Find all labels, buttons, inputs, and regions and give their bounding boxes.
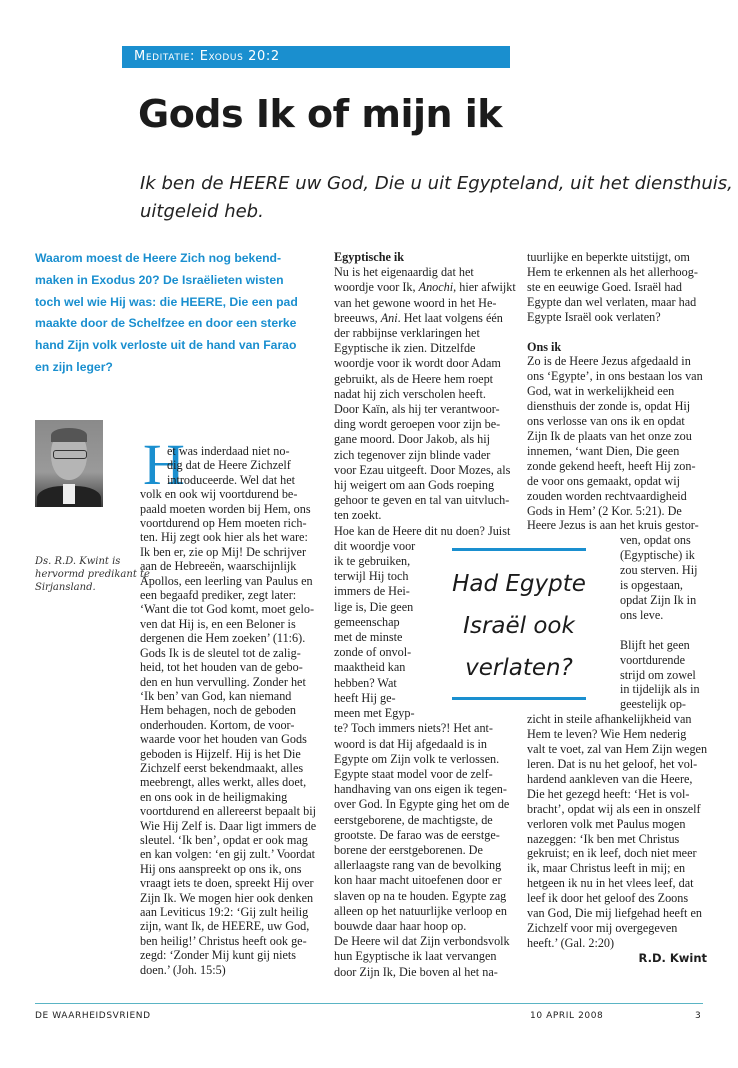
- author-signature: R.D. Kwint: [638, 950, 708, 965]
- text-line: meebrengt, alles werkt, alles doet,: [140, 775, 307, 790]
- text-line: immers de Hei-: [334, 584, 410, 599]
- text-line: heid, tot het houden van de gebo-: [140, 660, 303, 675]
- text-line: met de minste: [334, 630, 403, 645]
- text-line: Hem te leven? Wie Hem nederig: [527, 727, 687, 742]
- text-line: te? Toch immers niets?! Het ant-: [334, 721, 493, 736]
- subheading: Ons ik: [527, 339, 562, 354]
- text-fragment: breeuws,: [334, 310, 381, 325]
- text-line: waarde voor het houden van Gods: [140, 732, 307, 747]
- text-line: voortdurende: [620, 652, 685, 667]
- text-line: Zijn Ik de plaats van het onze zou: [527, 428, 692, 443]
- text-line: Egypte dan wel verlaten, maar had: [527, 294, 697, 309]
- footer-publication: DE WAARHEIDSVRIEND: [35, 1011, 151, 1021]
- lead-line: maakte door de Schelfzee en door een sterke: [35, 316, 297, 331]
- text-line: ten. Hij zegt ook hier als het ware:: [140, 530, 308, 545]
- text-line: nadat hij zich verscholen heeft.: [334, 386, 486, 401]
- text-line: voortdurend en allereerst bepaalt bij: [140, 804, 316, 819]
- subtitle-line: Ik ben de HEERE uw God, Die u uit Egypteland, uit het diensthuis,: [140, 173, 733, 194]
- text-line: Zichzelf eerst bekendmaakt, alles: [140, 760, 304, 775]
- text-line: en ons ook in de heiligmaking: [140, 789, 288, 804]
- text-line: strijd om zowel: [620, 667, 696, 682]
- text-line: ven dat Hij is, en een Beloner is: [140, 616, 296, 631]
- text-line: valt te voet, zal van Hem Zijn wegen: [527, 742, 708, 757]
- caption-line: hervormd predikant te: [35, 569, 150, 580]
- text-line: bracht’, opdat wij als een in onszelf: [527, 801, 701, 816]
- text-line: Die het gezegd heeft: ‘Het is vol-: [527, 786, 690, 801]
- drop-cap: H: [143, 432, 185, 497]
- text-line: gebruikt, als de Heere hem roept: [334, 371, 494, 386]
- text-line: ‘Want die tot God komt, moet gelo-: [140, 602, 315, 617]
- text-line: gemeenschap: [334, 614, 400, 629]
- text-line: voortdurend op Hem moeten rich-: [140, 516, 307, 531]
- text-line: tuurlijke en beperkte uitstijgt, om: [527, 250, 690, 264]
- text-line: [334, 311, 516, 326]
- text-line: dergenen die Hem zoeken’ (11:6).: [140, 631, 306, 646]
- text-line: en kan volgen: ‘en gij zult.’ Voordat: [140, 847, 315, 862]
- text-line: hardend aankleven van die Heere,: [527, 771, 693, 786]
- caption-line: Sirjansland.: [35, 582, 96, 593]
- text-line: in tijdelijk als in: [620, 682, 700, 697]
- text-line: grootste. De farao was de eerstge-: [334, 827, 500, 842]
- section-band: [122, 46, 510, 68]
- text-line: Egypte Israël ook verlaten?: [527, 309, 661, 324]
- text-line: Hem te erkennen als het allerhoog-: [527, 264, 698, 279]
- text-line: zou sterven. Hij: [620, 563, 698, 578]
- text-line: eerstgeborene, de machtigste, de: [334, 812, 493, 827]
- text-line: Gods Ik is de sleutel tot de zalig-: [140, 645, 301, 660]
- text-line: geestelijk op-: [620, 697, 686, 712]
- text-line: gane moord. Door Jakob, als hij: [334, 432, 491, 447]
- text-line: ste en eeuwige Goed. Israël had: [527, 279, 682, 294]
- text-line: Heere Jezus is aan het kruis gestor-: [527, 518, 699, 533]
- text-line: Zichzelf voor mij overgegeven: [527, 920, 678, 935]
- text-line: opdat Zijn Ik in: [620, 592, 697, 607]
- text-line: et was inderdaad niet no-: [167, 444, 290, 458]
- text-line: God, wat in werkelijkheid een: [527, 384, 675, 399]
- text-line: ons verlosse van ons ik en opdat: [527, 414, 685, 429]
- text-line: van het gewone woord in het He-: [334, 295, 497, 310]
- subtitle: [140, 170, 733, 226]
- text-line: doen.’ (Joh. 15:5): [140, 962, 226, 977]
- text-line: den en hun vervulling. Zonder het: [140, 674, 306, 689]
- text-line: door Zijn Ik, Die boven al het na-: [334, 964, 498, 979]
- text-line: zijn, want Ik, de HEERE, uw God,: [140, 919, 310, 934]
- text-line: onderhouden. Kortom, de voor-: [140, 717, 295, 732]
- text-line: ben heilig!’ Christus heeft ook ge-: [140, 933, 307, 948]
- text-fragment: . Het laat volgens één: [397, 310, 503, 325]
- text-line: hebben? Wat: [334, 675, 397, 690]
- text-line: zegd: ‘Zonder Mij kunt gij niets: [140, 948, 297, 963]
- text-line: woord is dat Hij afgedaald is in: [334, 736, 487, 751]
- text-line: Hem behagen, noch de geboden: [140, 703, 297, 718]
- subtitle-line: uitgeleid heb.: [140, 201, 264, 222]
- caption-line: Ds. R.D. Kwint is: [35, 556, 121, 567]
- text-line: Blijft het geen: [620, 637, 690, 652]
- text-line: Gods in Hem’ (2 Kor. 5:21). De: [527, 503, 682, 518]
- text-line: der rabbijnse verklaringen het: [334, 326, 480, 341]
- text-line: sleutel. ‘Ik ben’, opdat er ook mag: [140, 832, 308, 847]
- text-line: handhaving van ons eigen ik tegen-: [334, 782, 507, 797]
- text-line: ‘Ik ben’ van God, kan niemand: [140, 688, 292, 703]
- text-line: maaktheid kan: [334, 660, 406, 675]
- text-line: terwijl Hij toch: [334, 569, 409, 584]
- text-fragment: , hier afwijkt: [453, 280, 516, 295]
- text-line: introduceerde. Wel dat het: [167, 472, 296, 487]
- text-line: paald moeten worden bij Hem, ons: [140, 501, 311, 516]
- page-number: 3: [695, 1011, 702, 1021]
- text-line: ons ‘Egypte’, in ons bestaan los van: [527, 369, 703, 384]
- text-line: diensthuis der zonde is, opdat Hij: [527, 399, 691, 414]
- text-line: zouden worden rechtvaardigheid: [527, 488, 687, 503]
- text-line: dig dat de Heere Zichzelf: [167, 458, 291, 473]
- lead-line: Waarom moest de Heere Zich nog bekend-: [35, 251, 282, 265]
- text-line: Nu is het eigenaardig dat het: [334, 265, 474, 280]
- text-line: volk en ook wij voortdurend be-: [140, 487, 298, 502]
- text-line: dit woordje voor: [334, 538, 416, 553]
- text-line: Zijn Ik. We mogen hier ook denken: [140, 890, 314, 905]
- text-line: zonde gekend heeft, heeft Hij zon-: [527, 458, 696, 473]
- italic-term: Anochi: [418, 280, 454, 295]
- text-line: Hoe kan de Heere dit nu doen? Juist: [334, 523, 511, 538]
- text-line: ten zoekt.: [334, 508, 382, 523]
- text-line: heeft.’ (Gal. 2:20): [527, 935, 615, 950]
- text-line: hetgeen ik nu in het vlees leef, dat: [527, 876, 694, 891]
- pull-quote-line: Israël ook: [463, 613, 575, 639]
- text-line: slaven op na te houden. Egypte zag: [334, 888, 507, 903]
- text-line: is opgestaan,: [620, 578, 683, 593]
- text-line: kon haar macht uitoefenen door er: [334, 873, 502, 888]
- text-line: [334, 280, 516, 295]
- text-line: ding wordt geroepen voor zijn be-: [334, 417, 501, 432]
- section-label: Meditatie: Exodus 20:2: [134, 49, 280, 64]
- text-line: (Egyptische) ik: [620, 548, 695, 563]
- subheading: Egyptische ik: [334, 250, 405, 264]
- author-photo: [35, 420, 103, 507]
- text-line: innemen, ‘want Dien, Die geen: [527, 443, 680, 458]
- text-line: ik, maar Christus leeft in mij; en: [527, 861, 686, 876]
- text-line: zicht in steile afhankelijkheid van: [527, 712, 692, 727]
- text-line: over God. In Egypte ging het om de: [334, 797, 510, 812]
- text-line: woordje voor ik wordt door Adam: [334, 356, 501, 371]
- text-line: zonde of onvol-: [334, 645, 412, 660]
- text-line: gehoor te geven en tal van uitvluch-: [334, 493, 510, 508]
- text-line: bouwde daar haar hoop op.: [334, 918, 467, 933]
- italic-term: Ani: [380, 310, 398, 325]
- text-fragment: woordje voor Ik,: [334, 280, 419, 295]
- text-line: Door Kaïn, als hij ter verantwoor-: [334, 402, 500, 417]
- text-line: Zo is de Heere Jezus afgedaald in: [527, 354, 691, 369]
- text-line: zich tegenover zijn blinde vader: [334, 447, 491, 462]
- lead-line: hand Zijn volk verloste uit de hand van Farao: [35, 338, 297, 353]
- pull-quote: [452, 548, 586, 700]
- text-line: allerlaagste rang van de bevolking: [334, 858, 502, 873]
- text-line: Apollos, een leerling van Paulus en: [140, 573, 313, 588]
- text-line: vraagt iets te doen, spreekt Hij over: [140, 876, 314, 891]
- text-line: hij weigert om aan Gods roeping: [334, 478, 495, 493]
- text-line: Wie Hij Zelf is. Daar ligt immers de: [140, 818, 317, 833]
- text-line: hun Egyptische ik laat vervangen: [334, 949, 497, 964]
- text-line: verloren volk met Paulus mogen: [527, 816, 686, 831]
- text-line: aan Leviticus 19:2: ‘Gij zult heilig: [140, 905, 309, 919]
- lead-line: maken in Exodus 20? De Israëlieten wisten: [35, 272, 284, 287]
- text-line: voor Ezau uitgeeft. Door Mozes, als: [334, 462, 511, 477]
- text-line: lige is, Die geen: [334, 599, 414, 614]
- text-line: ik te gebruiken,: [334, 554, 411, 569]
- text-line: ven, opdat ons: [620, 533, 691, 548]
- text-line: gekruist; en ik leef, doch niet meer: [527, 846, 697, 861]
- text-line: De Heere wil dat Zijn verbondsvolk: [334, 934, 510, 949]
- pull-quote-line: verlaten?: [465, 655, 573, 681]
- footer-date: 10 APRIL 2008: [530, 1011, 604, 1021]
- text-line: alleen op het natuurlijke verloop en: [334, 903, 507, 918]
- lead-line: toch wel wie Hij was: die HEERE, Die een pad: [35, 294, 298, 309]
- text-line: Ik ben er, zie op Mij! De schrijver: [140, 544, 307, 559]
- pull-quote-line: Had Egypte: [452, 571, 586, 597]
- article-title: Gods Ik of mijn ik: [138, 92, 503, 136]
- text-line: geboden is Hijzelf. Hij is het Die: [140, 746, 301, 761]
- text-line: nazeggen: ‘Ik ben met Christus: [527, 831, 680, 846]
- lead-paragraph: [35, 248, 327, 379]
- text-line: ons leve.: [620, 607, 664, 622]
- text-line: Hij ons aanspreekt op ons ik, ons: [140, 861, 302, 876]
- text-line: een begaafd prediker, zegt later:: [140, 588, 297, 603]
- column-1: [140, 444, 316, 977]
- lead-line: en zijn leger?: [35, 359, 113, 374]
- text-line: heeft Hij ge-: [334, 690, 396, 705]
- footer-divider: [35, 1003, 703, 1004]
- photo-caption: [35, 555, 150, 594]
- text-line: van God, Die mij liefgehad heeft en: [527, 906, 702, 921]
- text-line: borene der eerstgeborenen. De: [334, 842, 483, 857]
- text-line: Egypte staat model voor de zelf-: [334, 766, 493, 781]
- text-line: aan de Hebreeën, waarschijnlijk: [140, 559, 297, 574]
- text-line: de voor ons gemaakt, opdat wij: [527, 473, 680, 488]
- text-line: leren. Dat is nu het geloof, het vol-: [527, 757, 698, 771]
- text-line: leef ik door het geloof des Zoons: [527, 891, 689, 906]
- text-line: meen met Egyp-: [334, 706, 415, 721]
- text-line: Egyptische ik zien. Ditzelfde: [334, 341, 476, 356]
- text-line: Egypte om Zijn volk te verlossen.: [334, 751, 500, 766]
